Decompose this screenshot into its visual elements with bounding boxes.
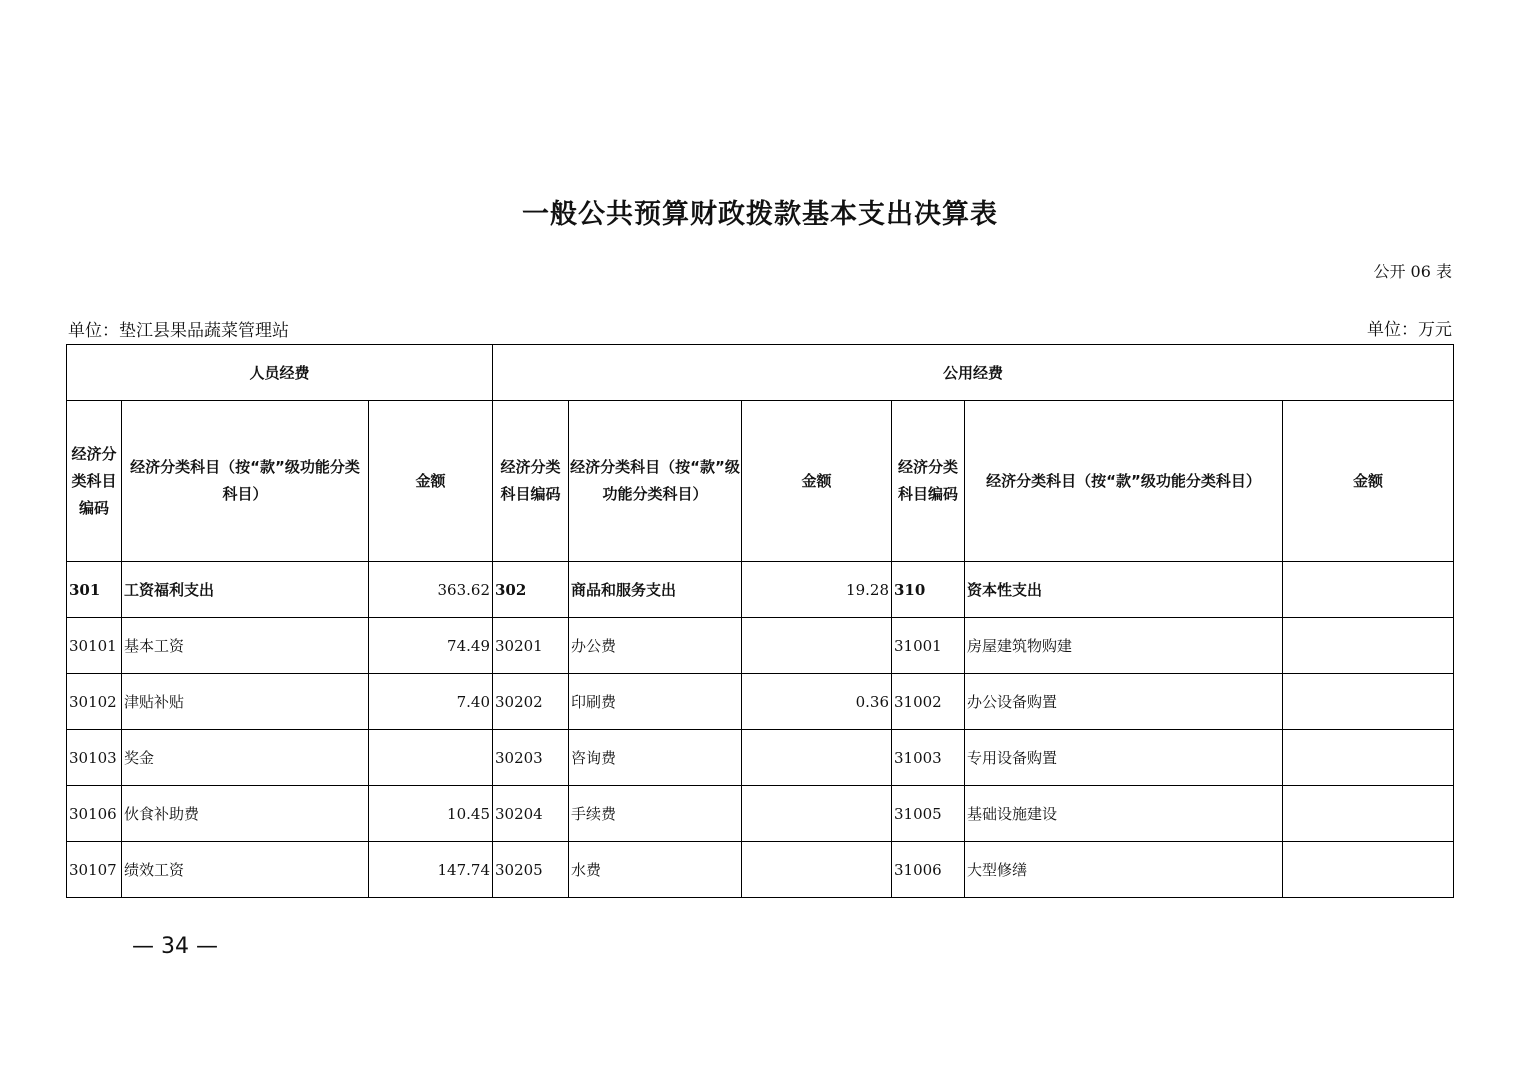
cell-amount: [1283, 618, 1454, 674]
cell-code: 30107: [67, 842, 122, 898]
cell-code: 30205: [493, 842, 569, 898]
header-amount: 金额: [742, 401, 892, 562]
cell-amount: [742, 730, 892, 786]
cell-code: 31006: [892, 842, 965, 898]
cell-code: 30203: [493, 730, 569, 786]
cell-code: 30101: [67, 618, 122, 674]
table-row: [67, 786, 1454, 842]
cell-subject: 办公费: [569, 618, 742, 674]
cell-amount: 363.62: [369, 562, 493, 618]
cell-subject: 伙食补助费: [122, 786, 369, 842]
cell-amount: 0.36: [742, 674, 892, 730]
page-number: — 34 —: [132, 934, 218, 959]
cell-subject: 绩效工资: [122, 842, 369, 898]
cell-amount: 10.45: [369, 786, 493, 842]
column-header-row: [67, 401, 1454, 562]
cell-code: 310: [892, 562, 965, 618]
header-amount: 金额: [1283, 401, 1454, 562]
cell-subject: 工资福利支出: [122, 562, 369, 618]
page-title: 一般公共预算财政拨款基本支出决算表: [522, 199, 998, 230]
cell-subject: 手续费: [569, 786, 742, 842]
cell-code: 301: [67, 562, 122, 618]
cell-amount: [1283, 730, 1454, 786]
reporting-unit: 单位：垫江县果品蔬菜管理站: [68, 321, 289, 341]
header-code: 经济分类科目编码: [493, 401, 569, 562]
cell-subject: 大型修缮: [965, 842, 1283, 898]
cell-amount: [1283, 786, 1454, 842]
table-row: [67, 842, 1454, 898]
cell-amount: [1283, 842, 1454, 898]
group-personnel: 人员经费: [67, 345, 493, 401]
header-subject: 经济分类科目（按“款”级功能分类科目）: [965, 401, 1283, 562]
header-code: 经济分类科目编码: [892, 401, 965, 562]
cell-code: 30202: [493, 674, 569, 730]
cell-amount: 19.28: [742, 562, 892, 618]
cell-code: 30102: [67, 674, 122, 730]
header-subject: 经济分类科目（按“款”级功能分类科目）: [569, 401, 742, 562]
cell-amount: 74.49: [369, 618, 493, 674]
cell-code: 31003: [892, 730, 965, 786]
cell-amount: [1283, 562, 1454, 618]
form-number: 公开 06 表: [1373, 262, 1452, 281]
cell-subject: 水费: [569, 842, 742, 898]
cell-amount: [742, 618, 892, 674]
cell-amount: [742, 842, 892, 898]
cell-subject: 基础设施建设: [965, 786, 1283, 842]
cell-subject: 咨询费: [569, 730, 742, 786]
cell-code: 30106: [67, 786, 122, 842]
header-subject: 经济分类科目（按“款”级功能分类科目）: [122, 401, 369, 562]
cell-code: 30204: [493, 786, 569, 842]
cell-subject: 印刷费: [569, 674, 742, 730]
cell-code: 31002: [892, 674, 965, 730]
cell-subject: 津贴补贴: [122, 674, 369, 730]
expenditure-table: [66, 344, 1454, 898]
cell-code: 31005: [892, 786, 965, 842]
cell-code: 30201: [493, 618, 569, 674]
header-amount: 金额: [369, 401, 493, 562]
money-unit: 单位：万元: [1367, 320, 1452, 340]
cell-subject: 资本性支出: [965, 562, 1283, 618]
table-row: [67, 730, 1454, 786]
cell-amount: 7.40: [369, 674, 493, 730]
group-header-row: [67, 345, 1454, 401]
table-row: [67, 674, 1454, 730]
cell-code: 302: [493, 562, 569, 618]
cell-subject: 办公设备购置: [965, 674, 1283, 730]
table-row: [67, 618, 1454, 674]
cell-amount: [369, 730, 493, 786]
cell-code: 30103: [67, 730, 122, 786]
table-row: [67, 562, 1454, 618]
cell-subject: 房屋建筑物购建: [965, 618, 1283, 674]
cell-amount: [742, 786, 892, 842]
cell-subject: 基本工资: [122, 618, 369, 674]
cell-amount: [1283, 674, 1454, 730]
cell-code: 31001: [892, 618, 965, 674]
group-public: 公用经费: [493, 345, 1454, 401]
cell-subject: 奖金: [122, 730, 369, 786]
cell-amount: 147.74: [369, 842, 493, 898]
cell-subject: 专用设备购置: [965, 730, 1283, 786]
header-code: 经济分类科目编码: [67, 401, 122, 562]
cell-subject: 商品和服务支出: [569, 562, 742, 618]
